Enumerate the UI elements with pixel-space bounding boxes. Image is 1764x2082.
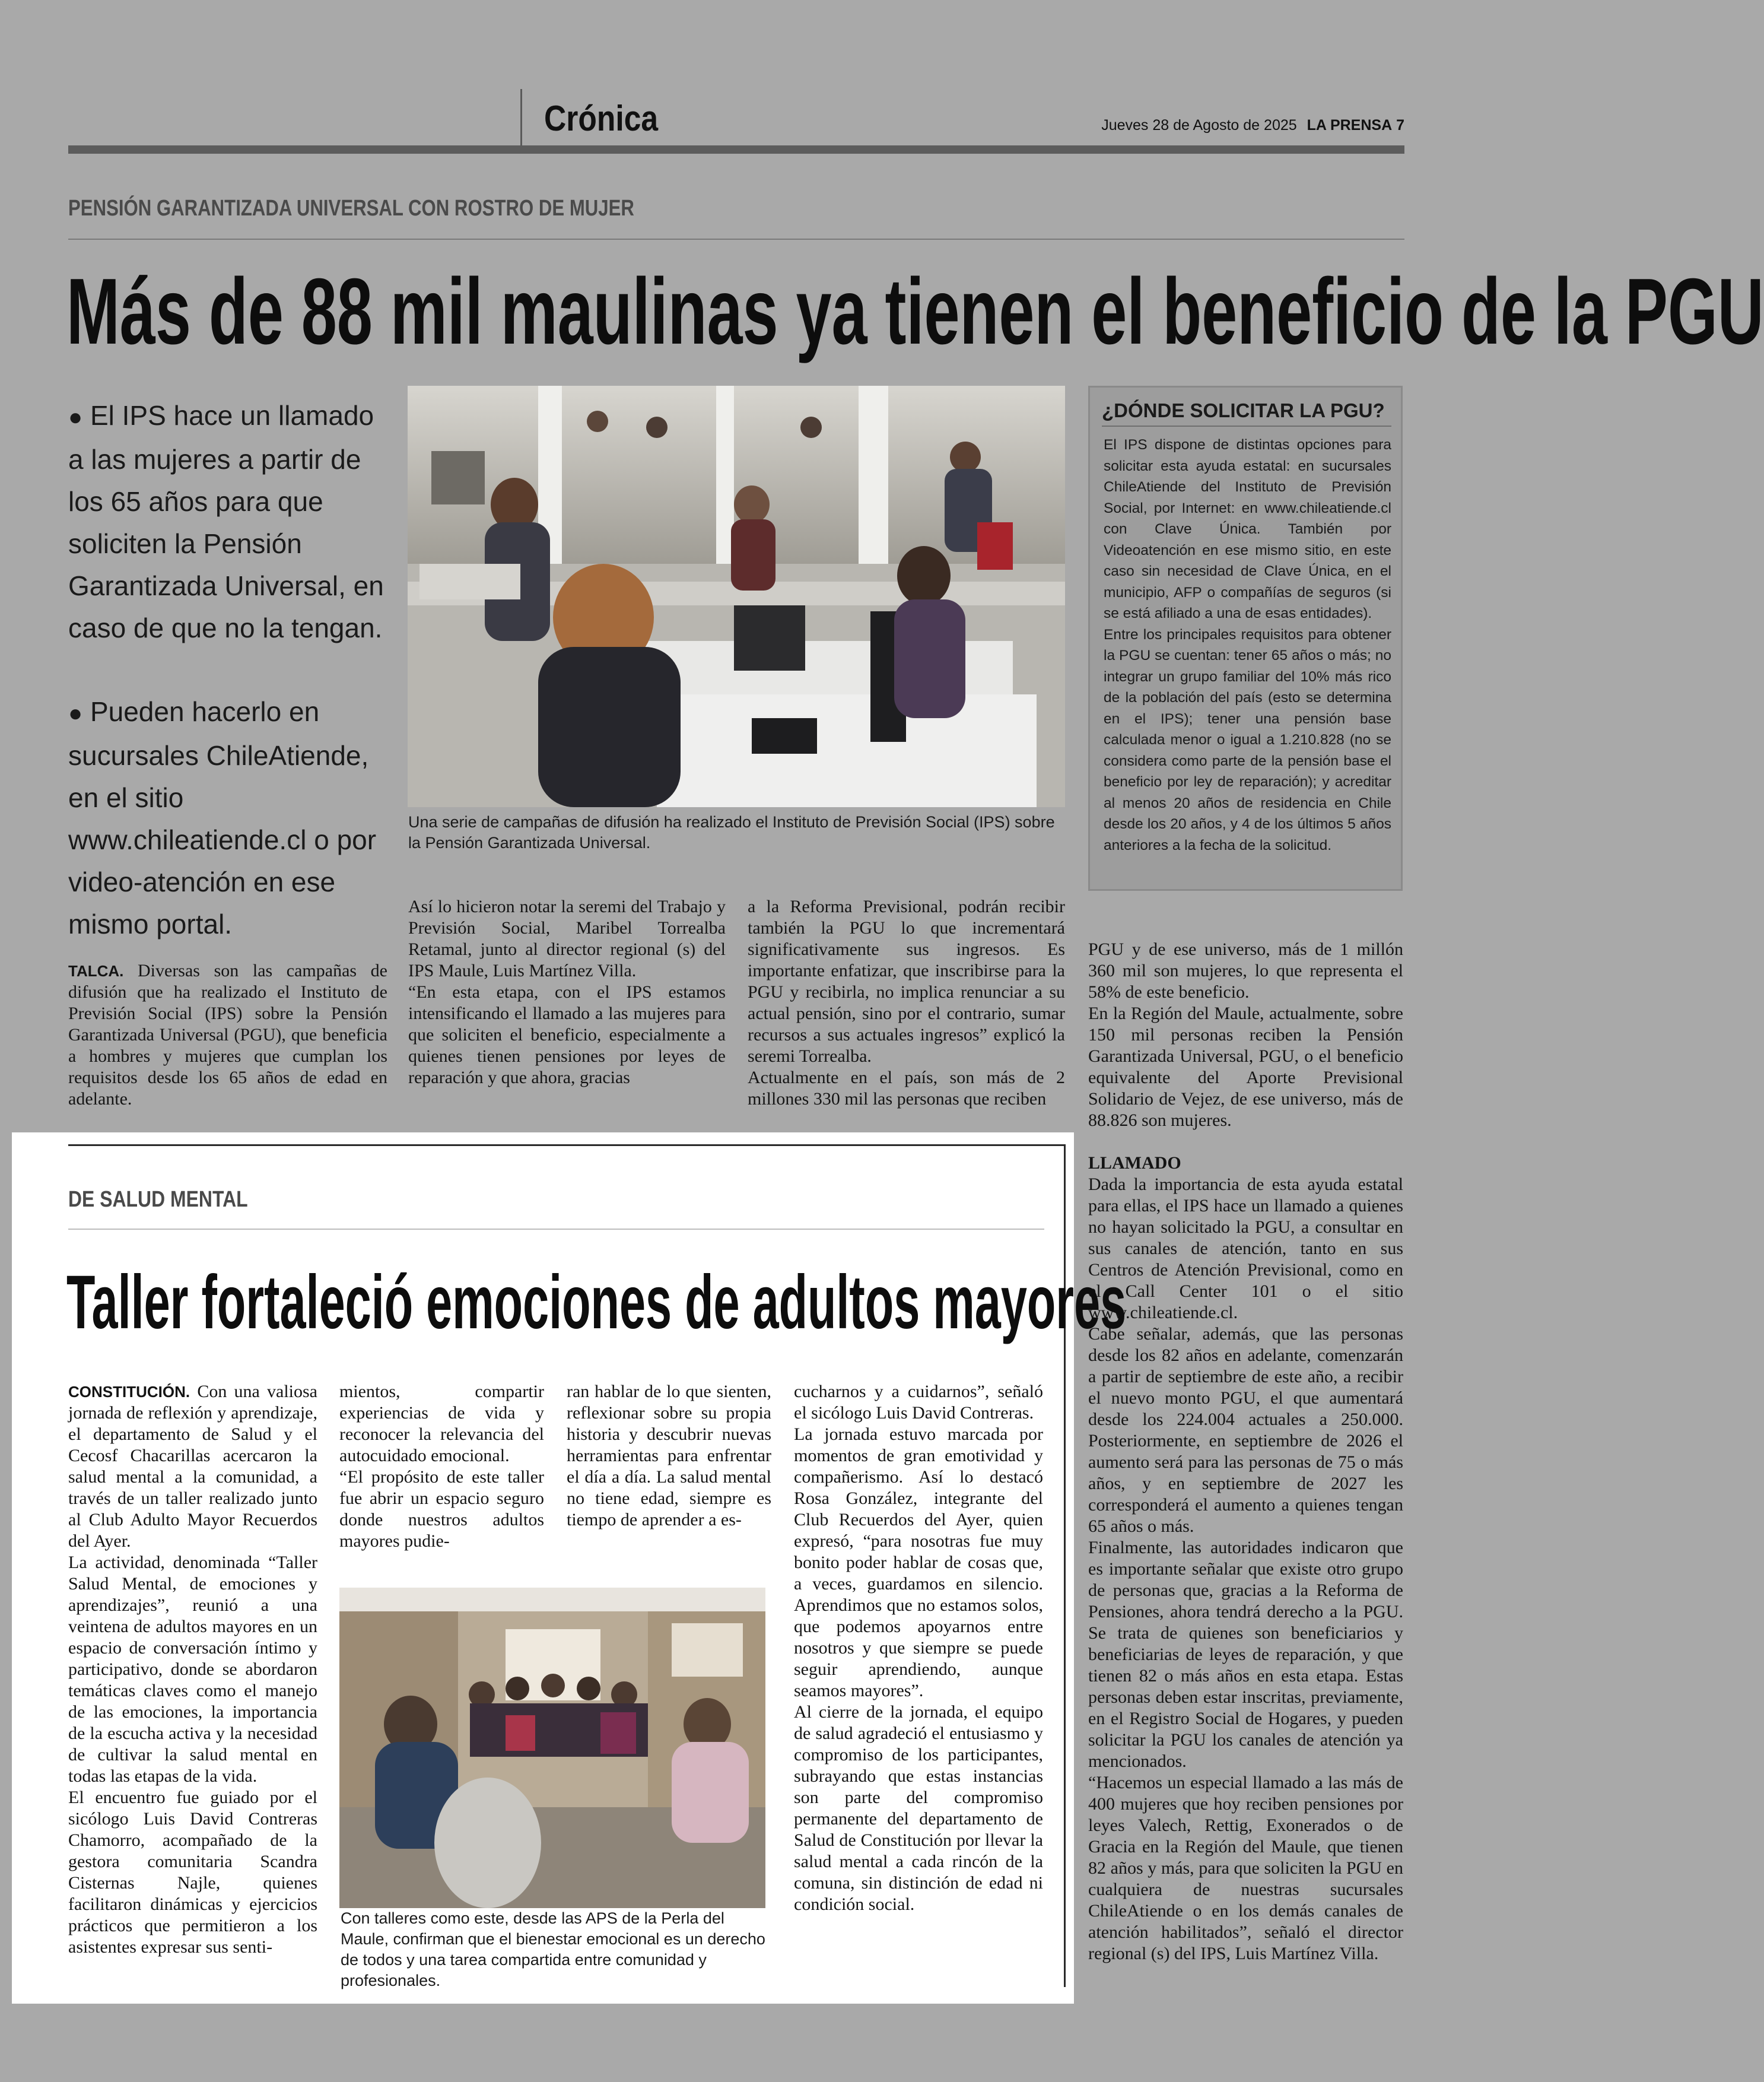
ips-office-photo-image bbox=[408, 386, 1065, 807]
sidebar-body bbox=[1104, 434, 1391, 856]
newspaper-name: LA PRENSA bbox=[1307, 117, 1393, 134]
article1-kicker: PENSIÓN GARANTIZADA UNIVERSAL CON ROSTRO DE MUJER bbox=[68, 196, 634, 221]
article1-paragraph: Dada la importancia de esta ayuda estatal para ellas, el IPS hace un llamado a quienes no hayan solicitado la PGU, a consultar en sus canales de atención, tanto en sus Centros de Atención Previsional, como en el Call Center 101 o el sitio www.chileatiende.cl. bbox=[1088, 1175, 1403, 1322]
article1-paragraph: a la Reforma Previsional, podrán recibir también la PGU lo que incrementará significativamente sus ingresos. Es importante enfatizar, que inscribirse para la PGU y recibirla, no implica renunciar a su actual pensión, sino por el contrario, sumar recursos a sus actuales ingresos” explicó la seremi Torrealba. bbox=[748, 897, 1065, 1066]
bullet-text: Pueden hacerlo en sucursales ChileAtiende, en el sitio www.chileatiende.cl o por video-atención en ese mismo portal. bbox=[68, 696, 377, 940]
article2-top-rule bbox=[68, 1144, 1065, 1146]
article1-paragraph: “Hacemos un especial llamado a las más de 400 mujeres que hoy reciben pensiones por leyes Valech, Rettig, Exonerados o de Gracia en la Región del Maule, que tienen 82 años y más, para que soliciten la PGU en cualquiera de nuestras sucursales ChileAtiende o en los demás canales de atención habilitados”, señaló el director regional (s) del IPS, Luis Martínez Villa. bbox=[1088, 1773, 1403, 1963]
issue-date: Jueves 28 de Agosto de 2025 bbox=[1101, 117, 1297, 134]
article2-paragraph: Con una valiosa jornada de reflexión y aprendizaje, el departamento de Salud y el Cecosf Chacarillas acercaron la salud mental a la comunidad, a través de un taller realizado junto al Club Adulto Mayor Recuerdos del Ayer. bbox=[68, 1382, 317, 1551]
ips-office-photo bbox=[408, 386, 1065, 807]
page-date-line bbox=[1101, 117, 1404, 134]
article2-dateline: CONSTITUCIÓN. bbox=[68, 1383, 190, 1401]
article2-paragraph: “El propósito de este taller fue abrir un espacio seguro donde nuestros adultos mayores pudie- bbox=[339, 1467, 544, 1551]
article1-subhead: LLAMADO bbox=[1088, 1153, 1181, 1173]
article1-col2 bbox=[408, 896, 726, 1088]
article2-col3 bbox=[567, 1381, 771, 1531]
bullet-item bbox=[68, 691, 389, 945]
section-divider bbox=[520, 89, 522, 148]
article2-headline: Taller fortaleció emociones de adultos mayores bbox=[66, 1260, 1127, 1345]
summary-bullets bbox=[68, 395, 389, 945]
article2-paragraph: El encuentro fue guiado por el sicólogo Luis David Contreras Chamorro, acompañado de la gestora comunitaria Scandra Cisternas Najle, quienes facilitaron dinámicas y ejercicios prácticos que permitieron a los asistentes expresar sus senti- bbox=[68, 1788, 317, 1957]
sidebar-title: ¿DÓNDE SOLICITAR LA PGU? bbox=[1102, 399, 1385, 421]
article1-paragraph: Actualmente en el país, son más de 2 millones 330 mil las personas que reciben bbox=[748, 1068, 1065, 1109]
page-number: 7 bbox=[1396, 117, 1404, 134]
article1-paragraph: PGU y de ese universo, más de 1 millón 360 mil son mujeres, lo que representa el 58% de este beneficio. bbox=[1088, 940, 1403, 1002]
workshop-photo bbox=[339, 1588, 765, 1908]
bullet-text: El IPS hace un llamado a las mujeres a partir de los 65 años para que soliciten la Pensión Garantizada Universal, en caso de que no la tengan. bbox=[68, 400, 384, 643]
workshop-photo-image bbox=[339, 1588, 765, 1908]
article2-paragraph: La jornada estuvo marcada por momentos de gran emotividad y compañerismo. Así lo destacó Rosa González, integrante del Club Recuerdos del Ayer, quien expresó, “para nosotras fue muy bonito poder hablar de cosas que, a veces, guardamos en silencio. Aprendimos que no estamos solos, que podemos apoyarnos entre nosotros y que siempre se puede seguir aprendiendo, aunque seamos mayores”. bbox=[794, 1424, 1043, 1700]
article2-kicker-rule bbox=[68, 1229, 1044, 1230]
article2-col1 bbox=[68, 1381, 317, 1958]
article1-col4 bbox=[1088, 939, 1403, 1964]
article1-paragraph: Finalmente, las autoridades indicaron que es importante señalar que existe otro grupo de personas que, gracias a la Reforma de Pensiones, ahora tendrá derecho a la PGU. Se trata de quienes son beneficiarios y beneficiarias de leyes de reparación, y que tienen 82 o más años en esta etapa. Estas personas deben estar inscritas, previamente, en el Registro Social de Hogares, y pueden solicitar la PGU los canales de atención ya mencionados. bbox=[1088, 1538, 1403, 1771]
header-rule bbox=[68, 145, 1404, 154]
article2-paragraph: mientos, compartir experiencias de vida y reconocer la relevancia del autocuidado emocional. bbox=[339, 1382, 544, 1465]
sidebar-rule bbox=[1102, 426, 1391, 427]
sidebar-paragraph: El IPS dispone de distintas opciones para solicitar esta ayuda estatal: en sucursales ChileAtiende del Instituto de Previsión Social, por Internet: en www.chileatiende.cl con Clave Única. También por Videoatención en ese mismo sitio, en este caso sin necesidad de Clave Única, en el municipio, AFP o compañías de seguros (si se está afiliado a una de esas entidades). bbox=[1104, 437, 1391, 621]
article2-col2 bbox=[339, 1381, 544, 1552]
article2-paragraph: Al cierre de la jornada, el equipo de salud agradeció el entusiasmo y compromiso de los participantes, subrayando que estas instancias son parte del compromiso permanente del departamento de Salud de Constitución por llevar la salud mental a cada rincón de la comuna, sin distinción de edad ni condición social. bbox=[794, 1702, 1043, 1914]
bullet-icon: ● bbox=[68, 404, 83, 430]
article1-paragraph: Cabe señalar, además, que las personas desde los 82 años en adelante, comenzarán a partir de septiembre de este año, a recibir el nuevo monto PGU, el que aumentará desde los 224.004 actuales a 250.000. Posteriormente, en septiembre de 2026 el aumento será para las personas de 75 o más años, y en septiembre de 2027 les corresponderá el aumento a quienes tengan 65 años o más. bbox=[1088, 1324, 1403, 1536]
kicker-rule bbox=[68, 239, 1404, 240]
bullet-icon: ● bbox=[68, 700, 83, 726]
article1-paragraph: Diversas son las campañas de difusión que ha realizado el Instituto de Previsión Social (IPS) sobre la Pensión Garantizada Universal (PGU), que beneficia a hombres y mujeres que cumplan los requisitos desde los 65 años de edad en adelante. bbox=[68, 961, 387, 1109]
article1-col3 bbox=[748, 896, 1065, 1110]
article2-photo-caption: Con talleres como este, desde las APS de la Perla del Maule, confirman que el bienestar emocional es un derecho de todos y una tarea compartida entre comunidad y profesionales. bbox=[341, 1909, 765, 1989]
article1-paragraph: En la Región del Maule, actualmente, sobre 150 mil personas reciben la Pensión Garantizada Universal, PGU, o el beneficio equivalente del Aporte Previsional Solidario de Vejez, de ese universo, más de 88.826 son mujeres. bbox=[1088, 1004, 1403, 1130]
article1-paragraph: “En esta etapa, con el IPS estamos intensificando el llamado a las mujeres para que soliciten el beneficio, especialmente a quienes tienen pensiones por leyes de reparación y que ahora, gracias bbox=[408, 982, 726, 1087]
article2-paragraph: ran hablar de lo que sienten, reflexionar sobre su propia historia y descubrir nuevas herramientas para enfrentar el día a día. La salud mental no tiene edad, siempre es tiempo de aprender a es- bbox=[567, 1382, 771, 1529]
article1-headline: Más de 88 mil maulinas ya tienen el beneficio de la PGU bbox=[66, 259, 1764, 364]
article2-paragraph: cucharnos y a cuidarnos”, señaló el sicólogo Luis David Contreras. bbox=[794, 1382, 1043, 1423]
article2-col4 bbox=[794, 1381, 1043, 1915]
bullet-item bbox=[68, 395, 389, 649]
article1-col1 bbox=[68, 960, 387, 1110]
section-title: Crónica bbox=[544, 99, 659, 138]
article1-paragraph: Así lo hicieron notar la seremi del Trabajo y Previsión Social, Maribel Torrealba Retamal, junto al director regional (s) del IPS Maule, Luis Martínez Villa. bbox=[408, 897, 726, 980]
sidebar-paragraph: Entre los principales requisitos para obtener la PGU se cuentan: tener 65 años o más; no integrar un grupo familiar del 10% más rico de la población del país (esto se determina en el IPS); tener una pensión base calculada menor o igual a 1.210.828 (no se considera como parte de la pensión base el beneficio por ley de reparación); y acreditar al menos 20 años de residencia en Chile desde los 20 años, y 4 de los últimos 5 años anteriores a la fecha de la solicitud. bbox=[1104, 626, 1391, 853]
article1-dateline: TALCA. bbox=[68, 962, 124, 980]
article2-kicker: DE SALUD MENTAL bbox=[68, 1187, 248, 1212]
article1-photo-caption: Una serie de campañas de difusión ha realizado el Instituto de Previsión Social (IPS) sobre la Pensión Garantizada Universal. bbox=[408, 813, 1055, 852]
article2-paragraph: La actividad, denominada “Taller Salud Mental, de emociones y aprendizajes”, reunió a una veintena de adultos mayores en un espacio de conversación íntimo y participativo, donde se abordaron temáticas claves como el manejo de las emociones, la importancia de la escucha activa y la necesidad de cultivar la salud mental en todas las etapas de la vida. bbox=[68, 1553, 317, 1786]
